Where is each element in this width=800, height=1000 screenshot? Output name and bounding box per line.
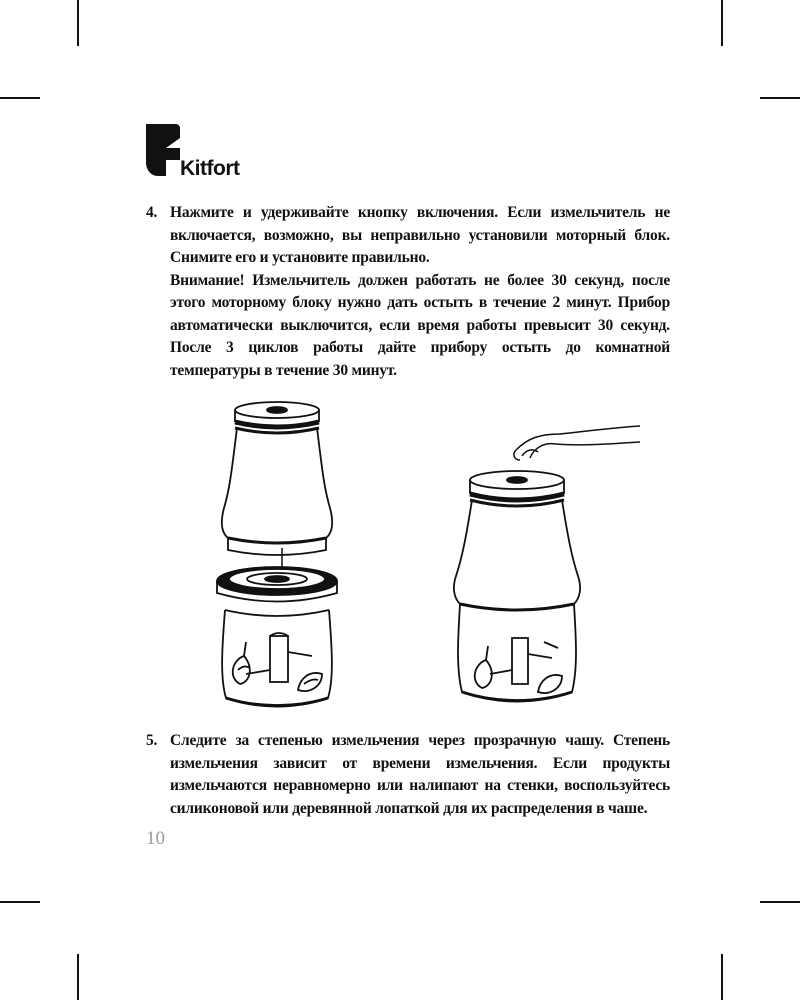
step-5 <box>146 730 670 820</box>
step-paragraph: Следите за степенью измельчения через прозрачную чашу. Степень измельчения зависит от времени измельчения. Если продукты измельчаются неравномерно или налипают на стенки, воспользуйтесь силиконовой или деревянной лопаткой для их распределения в чаше. <box>170 732 670 817</box>
step-number: 5. <box>146 732 158 749</box>
step-body <box>170 730 670 820</box>
crop-mark-right-bottom <box>760 901 800 903</box>
step-body <box>170 202 670 382</box>
step-number: 4. <box>146 204 158 221</box>
crop-mark-bottom-left <box>77 954 79 1000</box>
warning-text: Измельчитель должен работать не более 30 секунд, после этого моторному блоку нужно дать остыть в течение 2 минут. Прибор автоматически выключится, если время работы превысит 30 секунд. После 3 циклов работы дайте прибору остыть до комнатной температуры в течение 30 минут. <box>170 271 670 379</box>
step-4 <box>146 202 670 382</box>
warning-paragraph <box>170 270 670 383</box>
brand-name: Kitfort <box>180 157 240 180</box>
chopper-disassembled-icon <box>217 402 337 706</box>
kitfort-logo-icon <box>146 124 180 176</box>
crop-mark-left-bottom <box>0 901 40 903</box>
brand-logo <box>146 124 246 184</box>
crop-mark-top-right <box>721 0 723 46</box>
page-number: 10 <box>146 828 165 849</box>
step-paragraph: Нажмите и удерживайте кнопку включения. Если измельчитель не включается, возможно, вы неправильно установили моторный блок. Снимите его и установите правильно. <box>170 204 670 266</box>
chopper-illustration <box>200 398 660 716</box>
crop-mark-bottom-right <box>721 954 723 1000</box>
crop-mark-left-top <box>0 97 40 99</box>
crop-mark-right-top <box>760 97 800 99</box>
warning-label: Внимание! <box>170 271 245 289</box>
chopper-assembled-pressing-icon <box>454 426 640 701</box>
crop-mark-top-left <box>77 0 79 46</box>
